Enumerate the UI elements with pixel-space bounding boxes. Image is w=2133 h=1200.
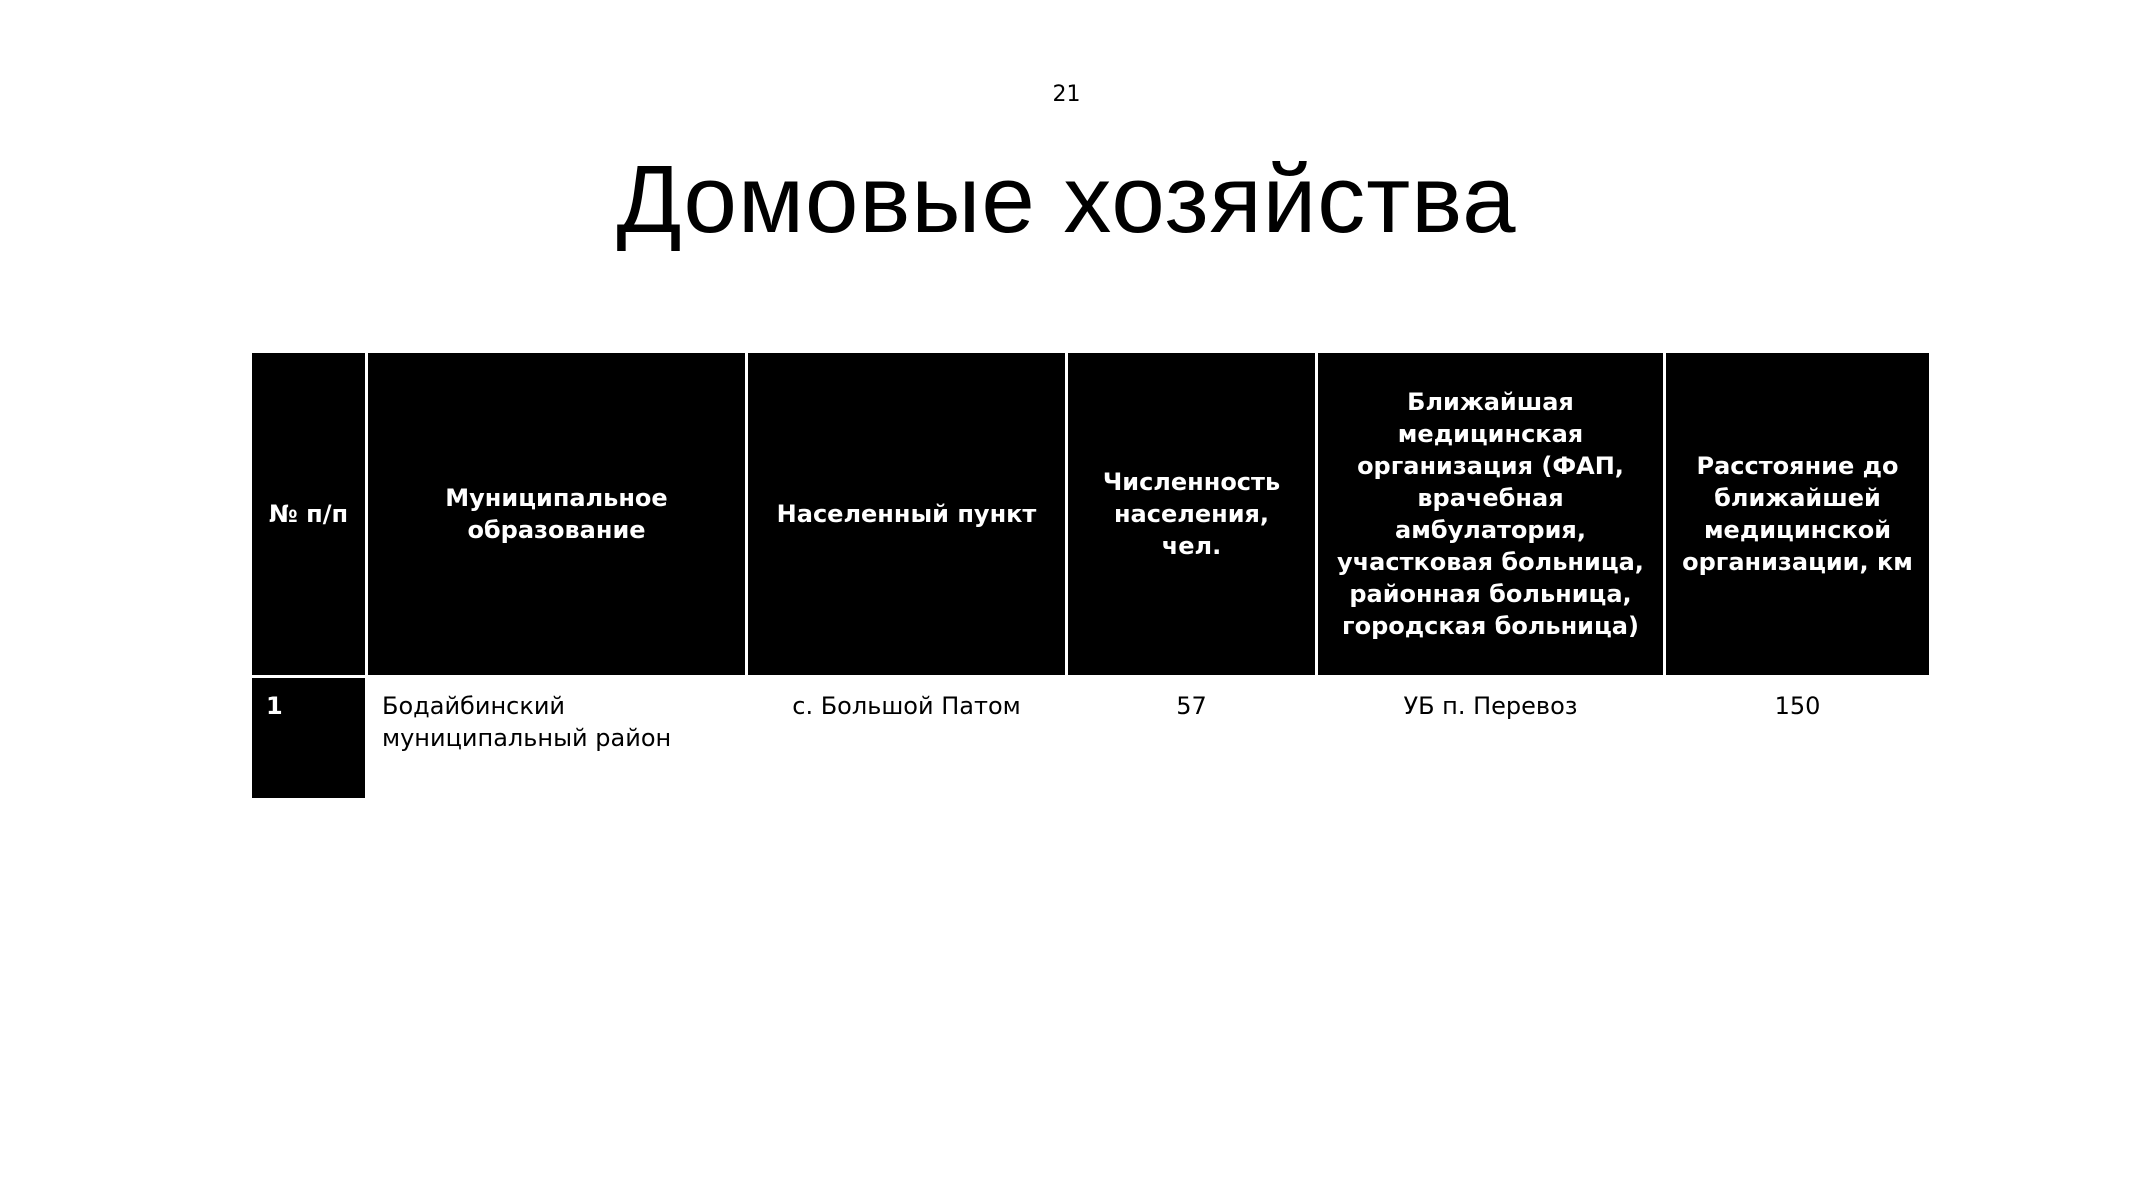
- cell-municipality: Бодайбинский муниципальный район: [368, 678, 745, 798]
- header-settlement: Населенный пункт: [748, 353, 1065, 675]
- cell-number: 1: [252, 678, 365, 798]
- data-table: [249, 350, 1932, 801]
- cell-population: 57: [1068, 678, 1315, 798]
- page-title: Домовые хозяйства: [616, 146, 1517, 253]
- header-distance: Расстояние до ближайшей медицинской организации, км: [1666, 353, 1929, 675]
- header-medical-organization: Ближайшая медицинская организация (ФАП, врачебная амбулатория, участковая больница, районная больница, городская больница): [1318, 353, 1663, 675]
- header-number: № п/п: [252, 353, 365, 675]
- cell-settlement: с. Большой Патом: [748, 678, 1065, 798]
- table-header-row: [252, 353, 1929, 675]
- table-row: [252, 678, 1929, 798]
- header-municipality: Муниципальное образование: [368, 353, 745, 675]
- cell-distance: 150: [1666, 678, 1929, 798]
- cell-medical-organization: УБ п. Перевоз: [1318, 678, 1663, 798]
- header-population: Численность населения, чел.: [1068, 353, 1315, 675]
- page-number: 21: [1052, 82, 1081, 107]
